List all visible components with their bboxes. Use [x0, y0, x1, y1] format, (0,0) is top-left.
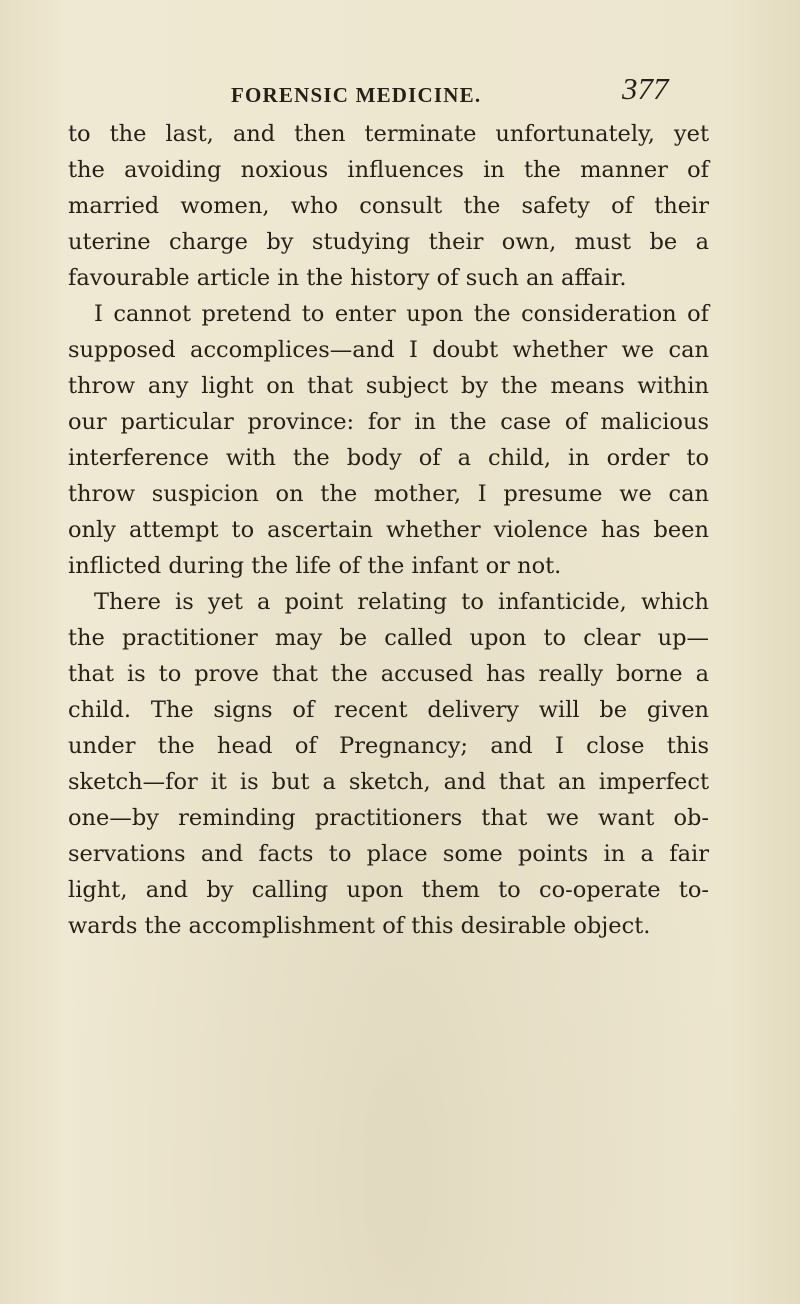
- text-line: light, and by calling upon them to co-operate to-: [68, 877, 709, 903]
- text-line: servations and facts to place some points in a fair: [68, 841, 709, 867]
- text-line: I cannot pretend to enter upon the consideration of: [94, 301, 709, 327]
- page-header: [0, 71, 800, 112]
- running-head: FORENSIC MEDICINE.: [231, 83, 482, 107]
- text-line: wards the accomplishment of this desirable object.: [68, 913, 651, 939]
- text-line: uterine charge by studying their own, must be a: [68, 229, 709, 255]
- page-number: 377: [622, 71, 669, 106]
- text-line: married women, who consult the safety of their: [68, 193, 709, 219]
- text-line: inflicted during the life of the infant or not.: [68, 553, 562, 579]
- text-line: to the last, and then terminate unfortunately, yet: [68, 121, 709, 147]
- text-line: sketch—for it is but a sketch, and that an imperfect: [68, 769, 709, 795]
- text-line: under the head of Pregnancy; and I close this: [68, 733, 709, 759]
- text-line: There is yet a point relating to infanticide, which: [94, 589, 709, 615]
- text-line: that is to prove that the accused has really borne a: [68, 661, 709, 687]
- text-line: only attempt to ascertain whether violence has been: [68, 517, 709, 543]
- text-line: our particular province: for in the case of malicious: [68, 409, 709, 435]
- text-line: throw suspicion on the mother, I presume we can: [68, 481, 709, 507]
- text-line: supposed accomplices—and I doubt whether we can: [68, 337, 709, 363]
- text-line: child. The signs of recent delivery will be given: [68, 697, 709, 723]
- text-line: the avoiding noxious influences in the manner of: [68, 157, 709, 183]
- text-line: interference with the body of a child, in order to: [68, 445, 709, 471]
- text-line: the practitioner may be called upon to clear up—: [68, 625, 709, 651]
- text-line: throw any light on that subject by the means within: [68, 373, 709, 399]
- text-line: favourable article in the history of such an affair.: [68, 265, 627, 291]
- text-line: one—by reminding practitioners that we want ob-: [68, 805, 709, 831]
